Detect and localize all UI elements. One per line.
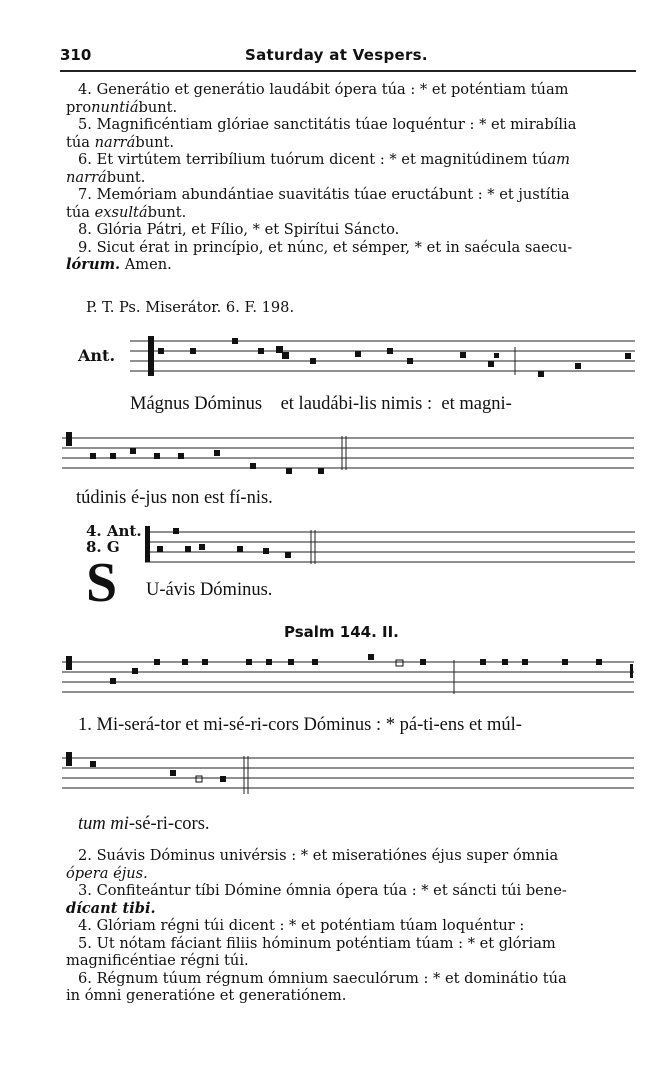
verse-line: 2. Suávis Dóminus univérsis : * et miseratiónes éjus super ómnia xyxy=(78,847,559,864)
antiphon-reference: P. T. Ps. Miserátor. 6. F. 198. xyxy=(86,299,295,316)
verse-line: ópera éjus. xyxy=(66,864,148,882)
chant-staff-4 xyxy=(62,650,640,702)
verses-bottom xyxy=(66,847,638,1005)
verse-9: 9. Sicut érat in princípio, et núnc, et sémper, * et in saécula saecu- lórum. Amen. xyxy=(66,238,573,273)
verse-line: 4. Glóriam régni túi dicent : * et poténtiam túam loquéntur : xyxy=(78,917,525,934)
lyric-line-4: 1. Mi-será-tor et mi-sé-ri-cors Dóminus : * pá-ti-ens et múl- xyxy=(78,715,522,735)
lyric-line-3: U-ávis Dóminus. xyxy=(146,580,273,600)
verse-line: 6. Régnum túum régnum ómnium saeculórum : * et dominátio túa xyxy=(78,969,567,987)
chant-staff-2 xyxy=(62,428,640,480)
chant-staff-5 xyxy=(62,748,640,800)
verse-4: 4. Generátio et generátio laudábit ópera túa : * et poténtiam túam pronuntiábunt. xyxy=(66,81,569,116)
chant-staff-3 xyxy=(145,522,640,572)
antiphon-2-label: 4. Ant. 8. G xyxy=(86,522,142,556)
verse-5: 5. Magnificéntiam glóriae sanctitátis túae loquéntur : * et mirabília túa narrábunt. xyxy=(66,116,577,151)
verses-top xyxy=(66,81,638,274)
verse-7: 7. Memóriam abundántiae suavitátis túae eructábunt : * et justítia túa exsultábunt. xyxy=(66,186,570,221)
verse-line: dícant tibi. xyxy=(66,899,156,917)
psalm-title: Psalm 144. II. xyxy=(284,623,399,641)
verse-8: 8. Glória Pátri, et Fílio, * et Spirítui Sáncto. xyxy=(78,221,400,238)
verse-line: 3. Confiteántur tíbi Dómine ómnia ópera túa : * et sáncti túi bene- xyxy=(78,882,567,899)
page-title: Saturday at Vespers. xyxy=(245,46,428,64)
verse-line: in ómni generatióne et generatiónem. xyxy=(66,987,347,1004)
lyric-line-1: Mágnus Dóminus et laudábi-lis nimis : et magni- xyxy=(130,394,512,414)
initial-letter: S xyxy=(86,552,118,614)
lyric-line-2: túdinis é-jus non est fí-nis. xyxy=(76,488,273,508)
verse-6: 6. Et virtútem terribílium tuórum dicent : * et magnitúdinem túam narrábunt. xyxy=(66,151,570,186)
lyric-line-5: tum mi-sé-ri-cors. xyxy=(78,814,210,834)
verse-line: magnificéntiae régni túi. xyxy=(66,952,249,969)
antiphon-label: Ant. xyxy=(78,346,116,365)
chant-staff-1 xyxy=(130,333,640,385)
header-rule xyxy=(60,70,636,72)
page-number: 310 xyxy=(60,46,92,64)
verse-line: 5. Ut nótam fáciant filiis hóminum poténtiam túam : * et glóriam xyxy=(78,934,556,952)
